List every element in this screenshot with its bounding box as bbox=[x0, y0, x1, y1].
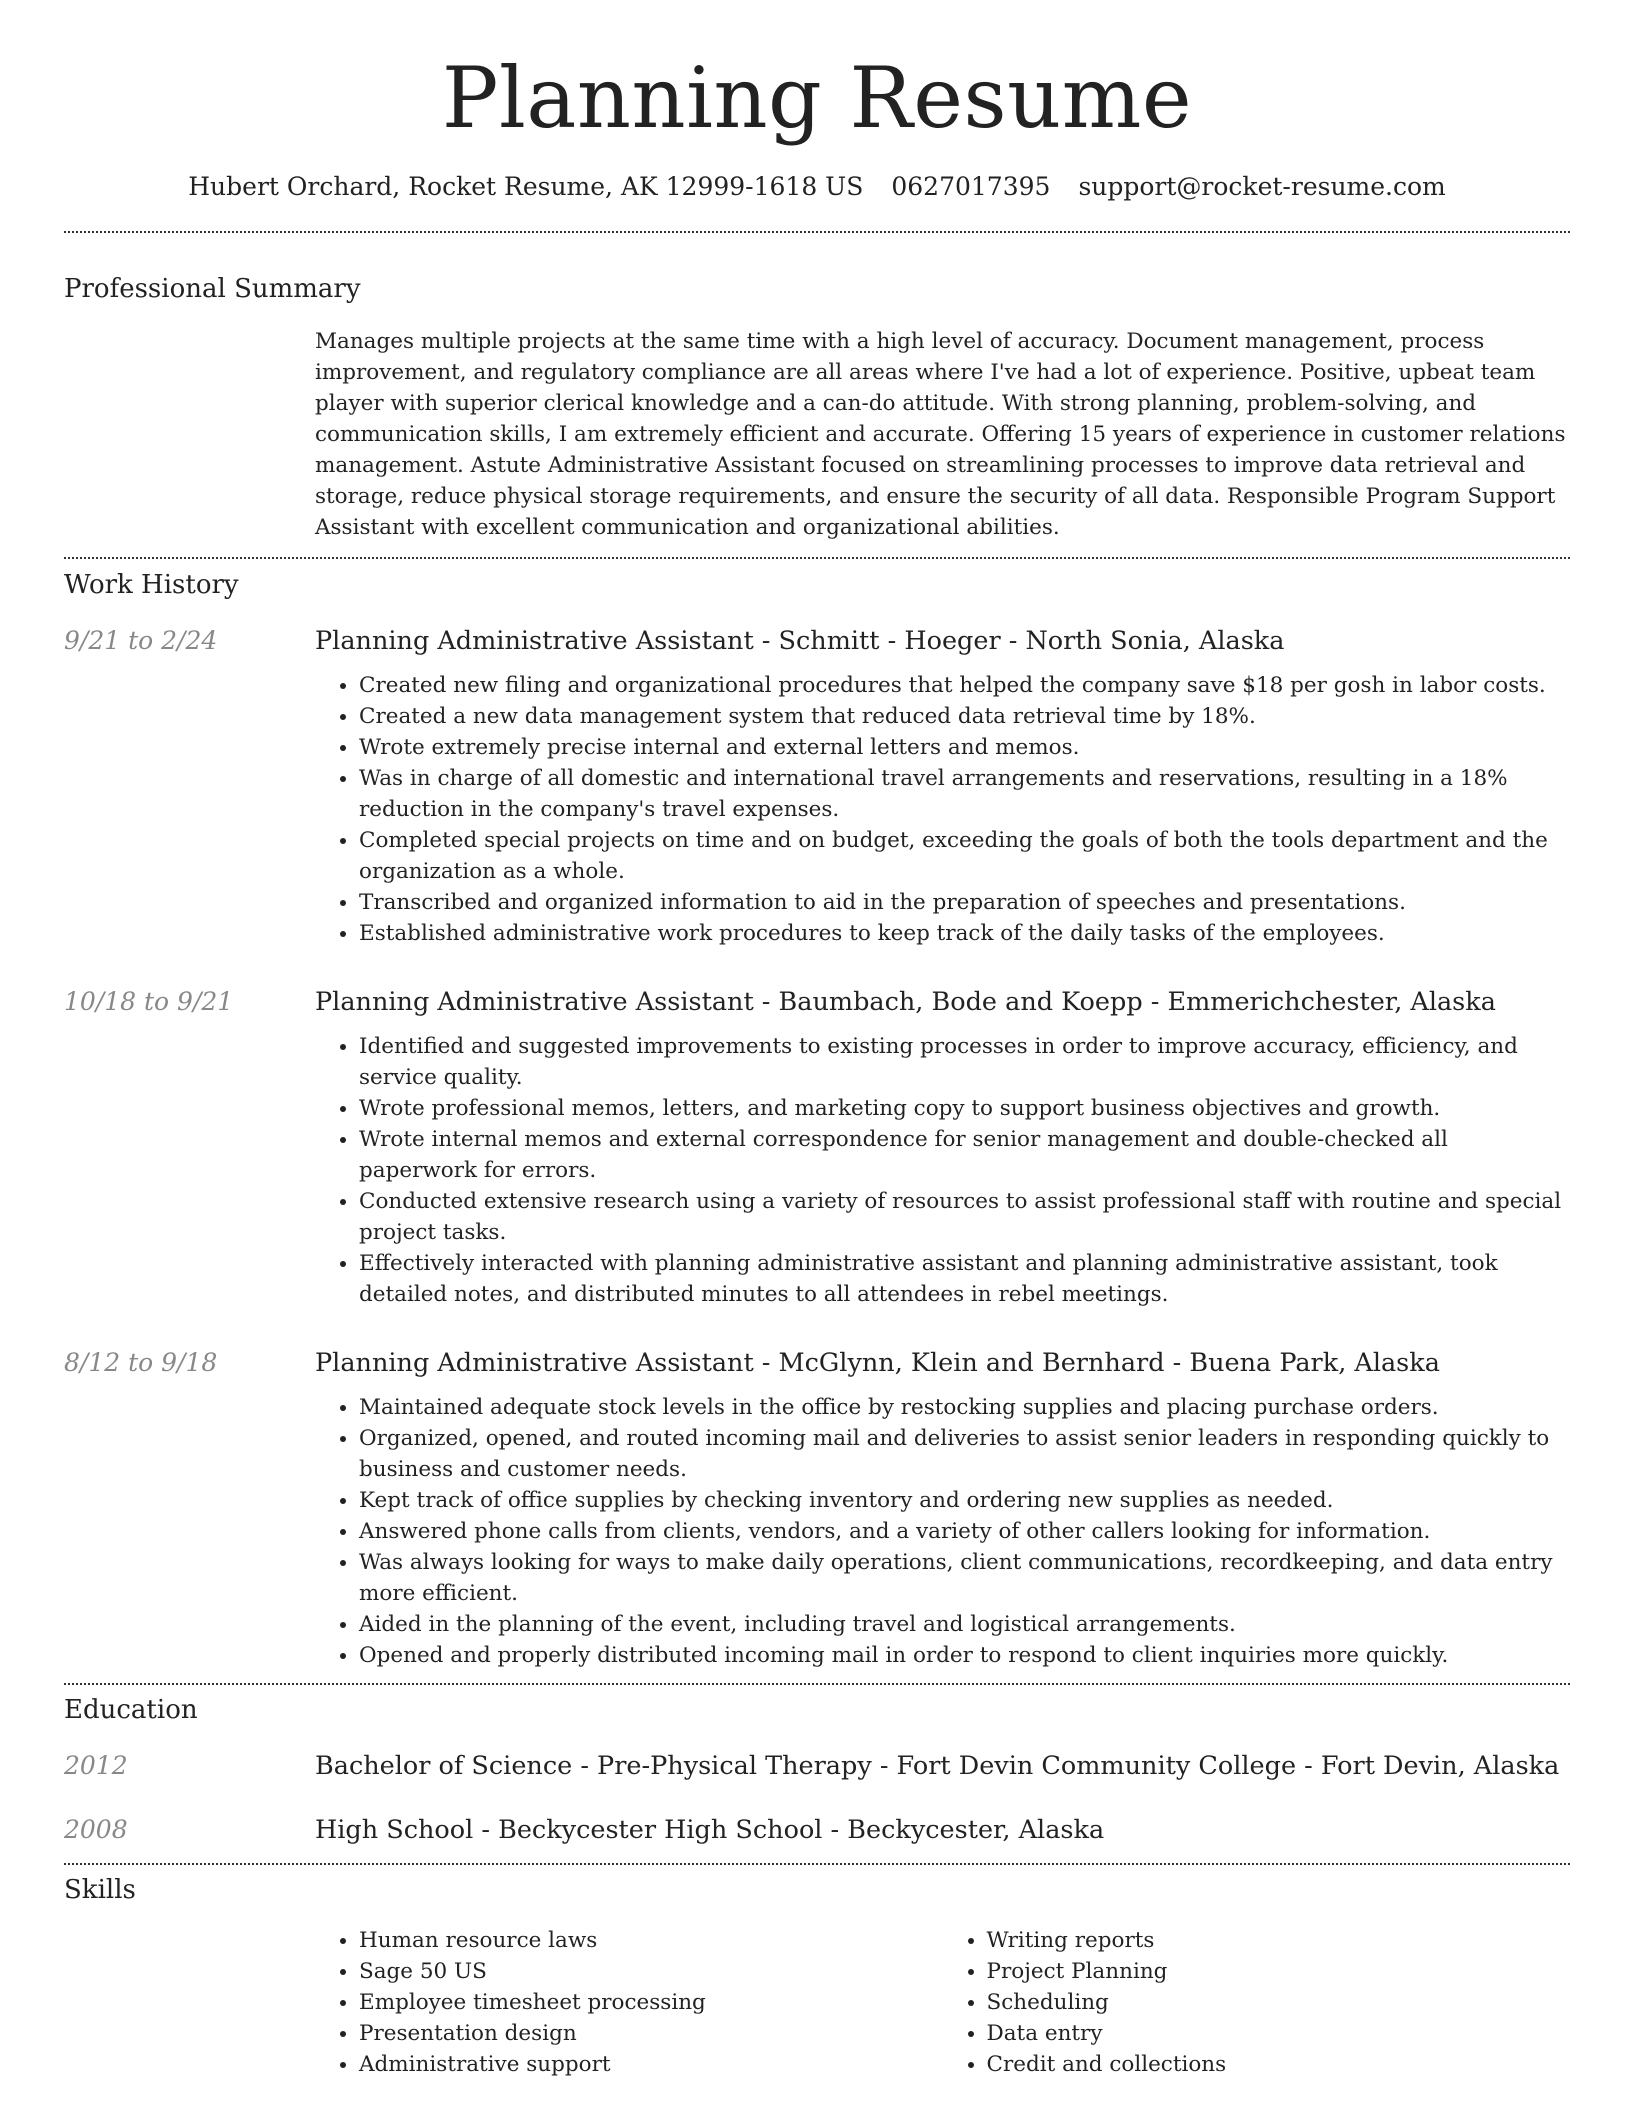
list-item: • Was always looking for ways to make daily operations, client communications, recordkeeping, and data entry more efficient. bbox=[359, 1547, 1570, 1609]
list-item: • Administrative support bbox=[359, 2049, 943, 2080]
education-heading: Education bbox=[64, 1695, 198, 1726]
list-item: • Organized, opened, and routed incoming mail and deliveries to assist senior leaders in responding quickly to business and customer needs. bbox=[359, 1423, 1570, 1485]
divider bbox=[64, 231, 1570, 233]
job-entry bbox=[64, 1348, 1570, 1671]
job-title: Planning Administrative Assistant - Baumbach, Bode and Koepp - Emmerichchester, Alaska bbox=[315, 987, 1496, 1018]
resume-title: Planning Resume bbox=[441, 49, 1193, 147]
summary-text: Manages multiple projects at the same time with a high level of accuracy. Document management, process improvement, and regulatory compliance are all areas where I've had a lot of experience. Positive, upbeat team player with superior clerical knowledge and a can-do attitude. With strong planning, problem-solving, and communication skills, I am extremely efficient and accurate. Offering 15 years of experience in customer relations management. Astute Administrative Assistant focused on streamlining processes to improve data retrieval and storage, reduce physical storage requirements, and ensure the security of all data. Responsible Program Support Assistant with excellent communication and organizational abilities. bbox=[315, 329, 1566, 541]
list-item: • Maintained adequate stock levels in the office by restocking supplies and placing purchase orders. bbox=[359, 1392, 1570, 1423]
skills-list bbox=[315, 1925, 1570, 2080]
list-item: • Established administrative work procedures to keep track of the daily tasks of the employees. bbox=[359, 918, 1570, 949]
list-item: • Wrote professional memos, letters, and marketing copy to support business objectives and growth. bbox=[359, 1093, 1570, 1124]
list-item: • Human resource laws bbox=[359, 1925, 943, 1956]
job-dates: 10/18 to 9/21 bbox=[64, 987, 234, 1017]
job-bullets bbox=[315, 1392, 1570, 1671]
list-item: • Opened and properly distributed incoming mail in order to respond to client inquiries more quickly. bbox=[359, 1640, 1570, 1671]
list-item: • Identified and suggested improvements to existing processes in order to improve accuracy, efficiency, and service quality. bbox=[359, 1031, 1570, 1093]
education-text: High School - Beckycester High School - Beckycester, Alaska bbox=[315, 1815, 1105, 1846]
contact-email: support@rocket-resume.com bbox=[1078, 172, 1446, 202]
education-year: 2012 bbox=[64, 1751, 128, 1781]
list-item: • Created new filing and organizational procedures that helped the company save $18 per gosh in labor costs. bbox=[359, 670, 1570, 701]
contact-address: Hubert Orchard, Rocket Resume, AK 12999-1618 US bbox=[188, 172, 864, 202]
summary-heading: Professional Summary bbox=[64, 274, 361, 305]
skills-column-left bbox=[315, 1925, 943, 2080]
list-item: • Conducted extensive research using a variety of resources to assist professional staff with routine and special project tasks. bbox=[359, 1186, 1570, 1248]
list-item: • Data entry bbox=[987, 2018, 1571, 2049]
divider bbox=[64, 1683, 1570, 1685]
list-item: • Writing reports bbox=[987, 1925, 1571, 1956]
list-item: • Wrote internal memos and external correspondence for senior management and double-checked all paperwork for errors. bbox=[359, 1124, 1570, 1186]
list-item: • Was in charge of all domestic and international travel arrangements and reservations, resulting in a 18% reduction in the company's travel expenses. bbox=[359, 763, 1570, 825]
job-entry bbox=[64, 626, 1570, 949]
list-item: • Credit and collections bbox=[987, 2049, 1571, 2080]
education-entry bbox=[64, 1751, 1570, 1781]
job-bullets bbox=[315, 1031, 1570, 1310]
job-entry bbox=[64, 987, 1570, 1310]
list-item: • Completed special projects on time and on budget, exceeding the goals of both the tools department and the organization as a whole. bbox=[359, 825, 1570, 887]
job-dates: 9/21 to 2/24 bbox=[64, 626, 218, 656]
list-item: • Effectively interacted with planning administrative assistant and planning administrative assistant, took detailed notes, and distributed minutes to all attendees in rebel meetings. bbox=[359, 1248, 1570, 1310]
education-text: Bachelor of Science - Pre-Physical Therapy - Fort Devin Community College - Fort Devin, Alaska bbox=[315, 1751, 1560, 1782]
divider bbox=[64, 557, 1570, 559]
divider bbox=[64, 1863, 1570, 1865]
list-item: • Aided in the planning of the event, including travel and logistical arrangements. bbox=[359, 1609, 1570, 1640]
job-dates: 8/12 to 9/18 bbox=[64, 1348, 218, 1378]
education-year: 2008 bbox=[64, 1815, 128, 1845]
skills-heading: Skills bbox=[64, 1875, 136, 1906]
job-bullets bbox=[315, 670, 1570, 949]
job-title: Planning Administrative Assistant - Schmitt - Hoeger - North Sonia, Alaska bbox=[315, 626, 1285, 657]
list-item: • Project Planning bbox=[987, 1956, 1571, 1987]
work-history-heading: Work History bbox=[64, 570, 239, 601]
resume-page bbox=[64, 0, 1570, 2080]
list-item: • Created a new data management system that reduced data retrieval time by 18%. bbox=[359, 701, 1570, 732]
list-item: • Kept track of office supplies by checking inventory and ordering new supplies as needed. bbox=[359, 1485, 1570, 1516]
job-title: Planning Administrative Assistant - McGlynn, Klein and Bernhard - Buena Park, Alaska bbox=[315, 1348, 1440, 1379]
list-item: • Answered phone calls from clients, vendors, and a variety of other callers looking for information. bbox=[359, 1516, 1570, 1547]
skills-column-right bbox=[943, 1925, 1571, 2080]
list-item: • Presentation design bbox=[359, 2018, 943, 2049]
contact-phone: 0627017395 bbox=[891, 172, 1051, 202]
contact-line bbox=[64, 172, 1570, 201]
list-item: • Scheduling bbox=[987, 1987, 1571, 2018]
list-item: • Transcribed and organized information to aid in the preparation of speeches and presentations. bbox=[359, 887, 1570, 918]
list-item: • Employee timesheet processing bbox=[359, 1987, 943, 2018]
list-item: • Sage 50 US bbox=[359, 1956, 943, 1987]
education-entry bbox=[64, 1815, 1570, 1845]
list-item: • Wrote extremely precise internal and external letters and memos. bbox=[359, 732, 1570, 763]
